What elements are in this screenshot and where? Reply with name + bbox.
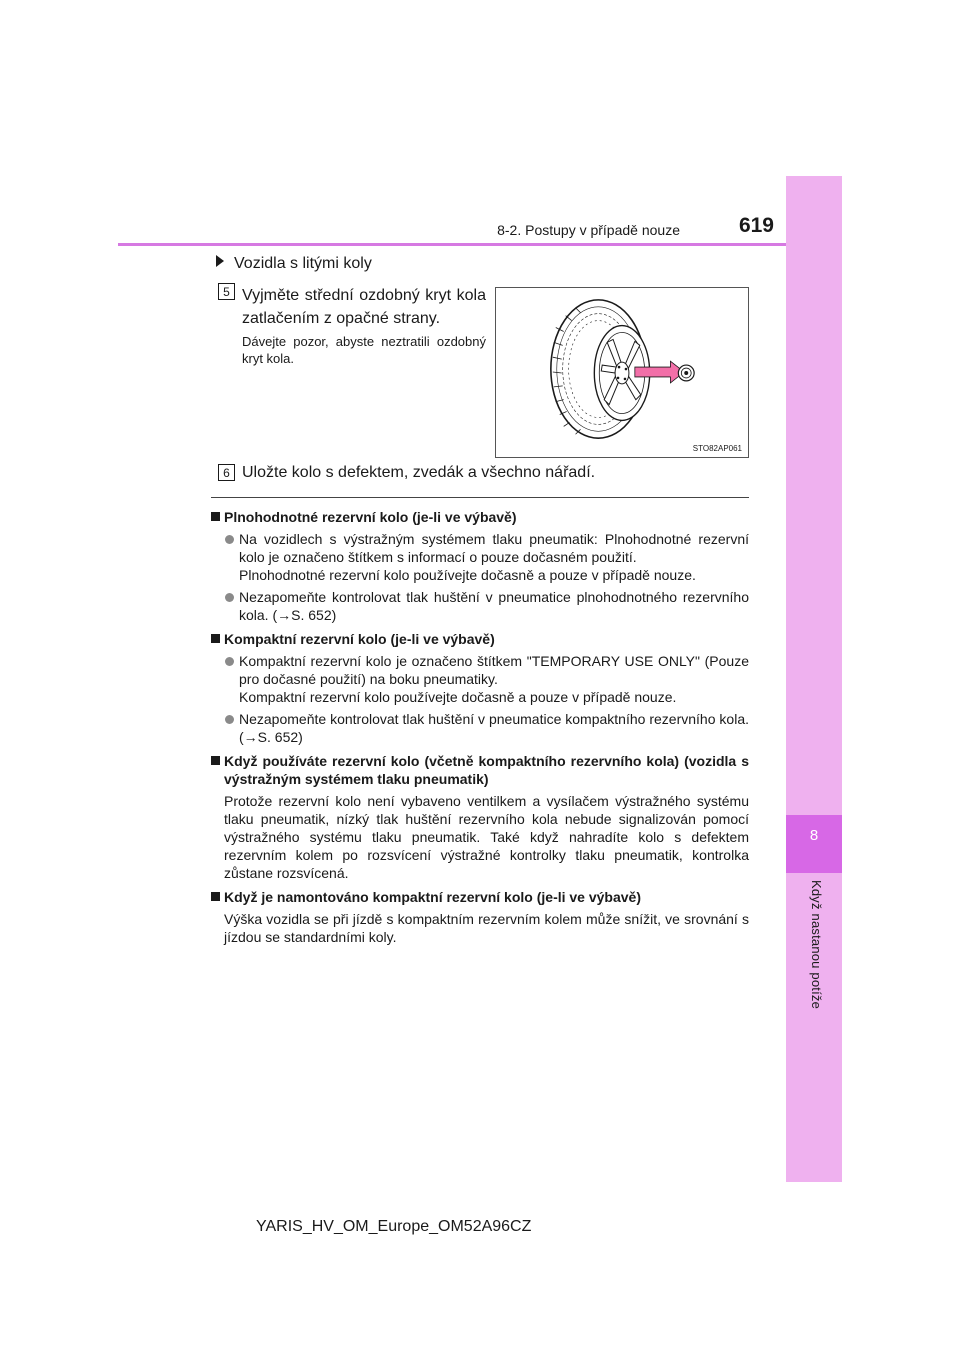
section-divider xyxy=(211,497,749,498)
note-bullet-text: Plnohodnotné rezervní kolo používejte dočasně a pouze v případě nouze. xyxy=(239,567,696,583)
note-heading-text: Plnohodnotné rezervní kolo (je-li ve výbavě) xyxy=(224,509,517,525)
step-5-number: 5 xyxy=(218,283,235,300)
note-bullet xyxy=(211,652,749,706)
note-bullet-text: Nezapomeňte kontrolovat tlak huštění v pneumatice plnohodnotného rezervního kola. (→S. 652) xyxy=(239,589,749,623)
note-paragraph: Výška vozidla se při jízdě s kompaktním rezervním kolem může snížit, ve srovnání s jízdou se standardními koly. xyxy=(224,911,749,945)
note-heading-text: Když je namontováno kompaktní rezervní kolo (je-li ve výbavě) xyxy=(224,889,642,905)
circle-bullet-icon xyxy=(225,593,234,602)
note-heading xyxy=(211,752,749,788)
step-5-text: Vyjměte střední ozdobný kryt kola zatlačením z opačné strany. xyxy=(242,287,486,327)
notes-section xyxy=(211,508,749,946)
square-bullet-icon xyxy=(211,512,220,521)
square-bullet-icon xyxy=(211,892,220,901)
step-5-note: Dávejte pozor, abyste neztratili ozdobný kryt kola. xyxy=(242,334,486,366)
square-bullet-icon xyxy=(211,756,220,765)
wheel-cap-removal-diagram xyxy=(496,288,748,457)
note-bullet-text: Kompaktní rezervní kolo je označeno štítkem "TEMPORARY USE ONLY" (Pouze pro dočasné použití) na boku pneumatiky. xyxy=(239,653,749,687)
note-heading xyxy=(211,630,749,648)
section-title: 8-2. Postupy v případě nouze xyxy=(497,222,680,238)
chapter-side-tab xyxy=(786,176,842,1182)
circle-bullet-icon xyxy=(225,715,234,724)
step-6-text: Uložte kolo s defektem, zvedák a všechno nářadí. xyxy=(242,464,596,481)
chapter-number: 8 xyxy=(809,827,819,844)
document-footer: YARIS_HV_OM_Europe_OM52A96CZ xyxy=(256,1218,532,1235)
note-heading-text: Když používáte rezervní kolo (včetně kompaktního rezervního kola) (vozidla s výstražným systémem tlaku pneumatik) xyxy=(224,753,749,787)
note-heading xyxy=(211,508,749,526)
sub-heading xyxy=(216,255,372,273)
header-rule xyxy=(118,243,786,246)
page-number: 619 xyxy=(738,214,774,237)
note-bullet-text: Na vozidlech s výstražným systémem tlaku pneumatik: Plnohodnotné rezervní kolo je označeno štítkem s informací o pouze dočasném použití. xyxy=(239,531,749,565)
step-6-number: 6 xyxy=(218,464,235,481)
note-bullet-text: Kompaktní rezervní kolo používejte dočasně a pouze v případě nouze. xyxy=(239,689,677,705)
chapter-tab-marker xyxy=(786,815,842,873)
square-bullet-icon xyxy=(211,634,220,643)
note-heading xyxy=(211,888,749,906)
sub-heading-text: Vozidla s litými koly xyxy=(234,255,372,272)
circle-bullet-icon xyxy=(225,535,234,544)
note-bullet-text: Nezapomeňte kontrolovat tlak huštění v pneumatice kompaktního rezervního kola. (→S. 652) xyxy=(239,711,749,745)
note-paragraph: Protože rezervní kolo není vybaveno ventilkem a vysílačem výstražného systému tlaku pneumatik, nízký tlak huštění rezervního kola nebude signalizován pomocí výstražného systému tlaku pneumatik. Také když nahradíte kolo s defektem rezervním kolem po rozsvícení výstražné kontrolky tlaku pneumatik, kontrolka zůstane rozsvícená. xyxy=(224,793,749,881)
circle-bullet-icon xyxy=(225,657,234,666)
chapter-title: Když nastanou potíže xyxy=(809,880,824,1010)
note-heading-text: Kompaktní rezervní kolo (je-li ve výbavě) xyxy=(224,631,495,647)
wheel-illustration xyxy=(495,287,749,458)
figure-code: STO82AP061 xyxy=(692,444,742,453)
triangle-bullet-icon xyxy=(216,255,224,267)
note-bullet xyxy=(211,530,749,584)
note-bullet xyxy=(211,588,749,624)
note-bullet xyxy=(211,710,749,746)
